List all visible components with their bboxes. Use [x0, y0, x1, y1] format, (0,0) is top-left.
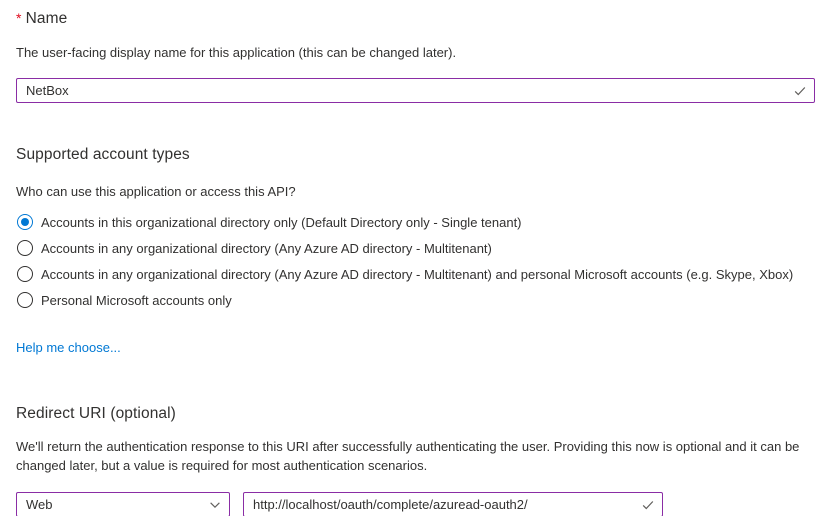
redirect-uri-description: We'll return the authentication response to this URI after successfully authenticating the user. Providing this now is optional and it can be changed later, but a value is required for most authentication scenarios. — [16, 439, 800, 473]
radio-single-tenant[interactable]: Accounts in this organizational directory only (Default Directory only - Single tenant) — [16, 209, 815, 235]
radio-personal-only[interactable]: Personal Microsoft accounts only — [16, 287, 815, 313]
radio-button-icon — [17, 214, 33, 230]
name-label: Name — [25, 10, 68, 27]
radio-multitenant[interactable]: Accounts in any organizational directory (Any Azure AD directory - Multitenant) — [16, 235, 815, 261]
radio-button-icon — [17, 292, 33, 308]
radio-button-icon — [17, 240, 33, 256]
account-types-question: Who can use this application or access this API? — [16, 184, 296, 199]
name-input-container — [16, 78, 815, 103]
redirect-uri-input[interactable] — [244, 493, 662, 516]
account-types-radio-group — [16, 209, 815, 313]
name-input[interactable] — [17, 79, 814, 102]
name-description: The user-facing display name for this application (this can be changed later). — [16, 45, 457, 60]
redirect-uri-heading: Redirect URI (optional) — [16, 405, 176, 422]
help-me-choose-link[interactable]: Help me choose... — [16, 340, 121, 355]
platform-select-dropdown[interactable] — [16, 492, 230, 516]
radio-button-icon — [17, 266, 33, 282]
redirect-uri-controls — [16, 492, 815, 516]
chevron-down-icon — [208, 498, 222, 512]
redirect-uri-input-container — [243, 492, 663, 516]
radio-multitenant-personal[interactable]: Accounts in any organizational directory (Any Azure AD directory - Multitenant) and personal Microsoft accounts (e.g. Skype, Xbox) — [16, 261, 815, 287]
account-types-heading: Supported account types — [16, 146, 190, 163]
required-asterisk: * — [16, 10, 22, 26]
platform-selected-value: Web — [26, 497, 53, 512]
name-section-heading — [16, 10, 815, 28]
